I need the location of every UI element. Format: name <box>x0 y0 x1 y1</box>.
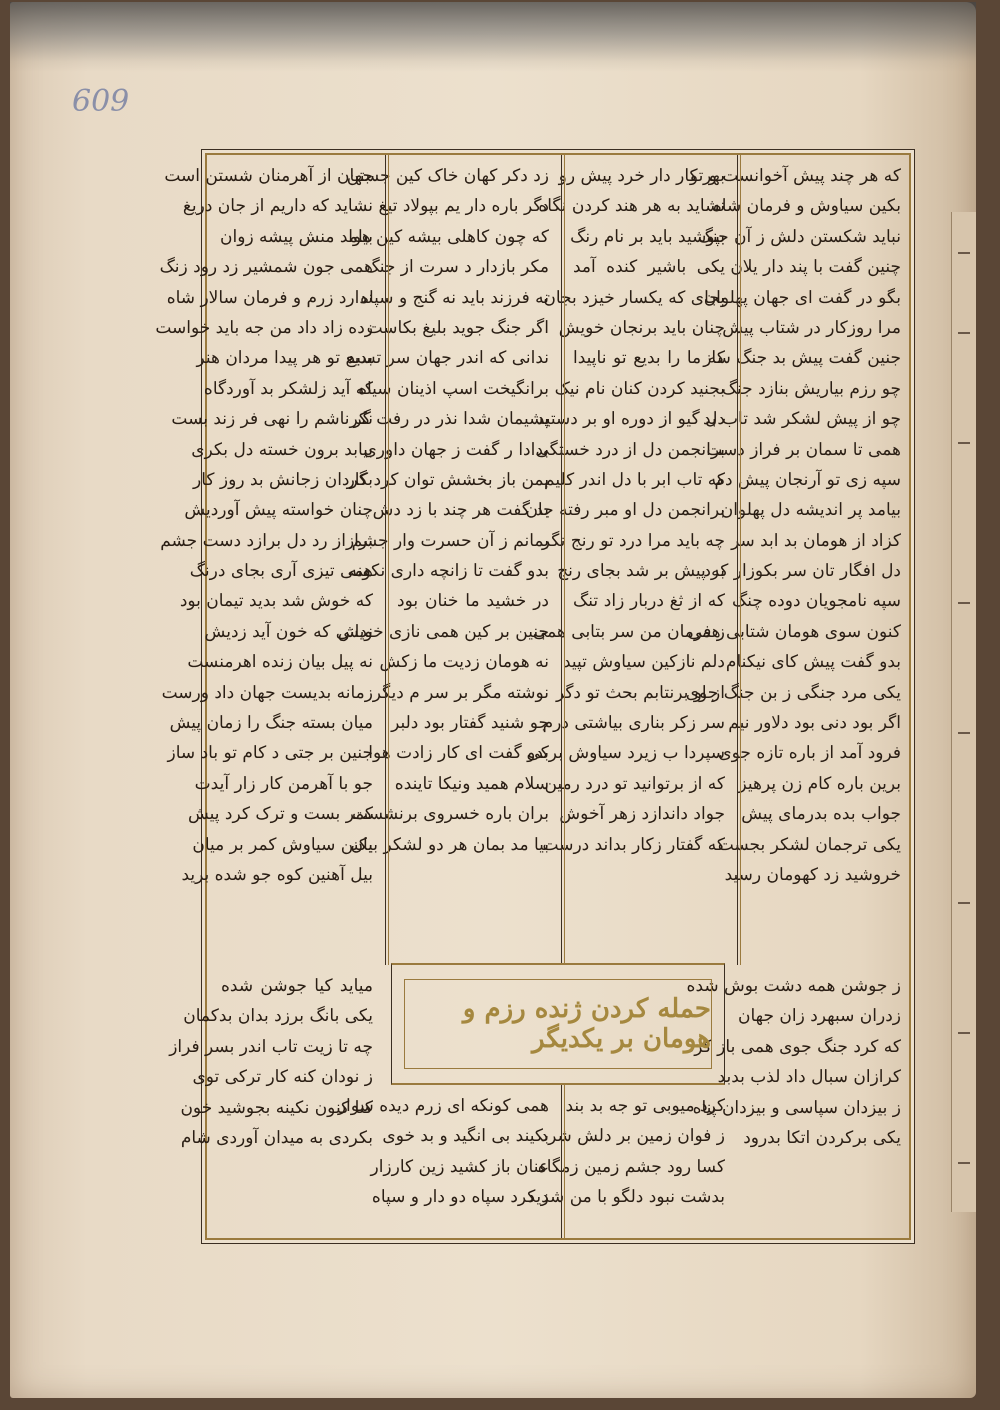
verse-line: همی جون شمشیر زد رود زنگ <box>159 257 373 278</box>
column-4-lower <box>169 965 381 1238</box>
verse-line: جنین گفت پیش بد جنگ ساز <box>703 348 901 369</box>
verse-line: بگردان زجانش بد روز کار <box>193 469 373 490</box>
verse-line: در خشید ما خنان بود <box>397 591 549 612</box>
verse-line: بدادا ر گفت ز جهان داوری <box>363 439 549 460</box>
column-rule <box>385 155 389 965</box>
verse-line: بگو در گفت ای جهان پهلوان <box>703 287 901 308</box>
verse-line: کنون سوی هومان شتابی همی <box>687 621 901 642</box>
verse-line: کرازان سبال داد لذب بدبد <box>717 1067 901 1088</box>
verse-line: چه باید مرا درد تو رنج نگر <box>541 530 725 551</box>
verse-line: بکردی به میدان آوردی شام <box>180 1127 373 1148</box>
verse-line: نه هومان زدیت ما زکش <box>379 652 549 673</box>
column-rule <box>737 155 741 965</box>
verse-line: جنین بر کین همی نازی خویش <box>337 621 549 642</box>
verse-line: مکر بازدار د سرت از جنگ <box>364 257 549 278</box>
verse-line: خروشید زد کهومان رسید <box>724 864 901 885</box>
verse-line: سر زکر بناری بیاشتی درم <box>542 713 725 734</box>
verse-line: بپوشید باید بر نام رنگ <box>570 226 725 247</box>
verse-line: برانگیخت اسپ اذینان سیاه <box>358 378 549 399</box>
verse-line: زدران سبهرد زان جهان <box>738 1006 901 1027</box>
verse-line: بکیند بی انگید و بد خوی <box>382 1126 549 1147</box>
verse-line: چه تا زیت تاب اندر بسر فراز <box>169 1036 373 1057</box>
verse-line: چو رزم بیاریش بنازد جنگ <box>721 378 901 399</box>
verse-line: زده زاد داد من جه باید خواست <box>155 317 373 338</box>
text-frame <box>155 153 911 1240</box>
verse-line: همی کونکه ای زرم دیده سوار <box>337 1096 549 1116</box>
verse-line: بد گفت هر چند با زد دش <box>372 500 549 521</box>
verse-line: یکی بانگ برزد بدان بدکمان <box>183 1006 373 1027</box>
verse-line: چو از پیش لشکر شد تاب بد <box>702 409 901 430</box>
verse-line: یکی ترجمان لشکر بجست <box>717 834 901 855</box>
verse-line: اگر بود دنی بود دلاور نیم <box>728 713 901 734</box>
verse-line: یکی برکردن اتکا بدرود <box>743 1127 901 1148</box>
next-page-edge <box>951 212 976 1212</box>
verse-line: اگر جنگ جوید بلیغ بکاست <box>366 317 549 338</box>
verse-line: بمانم ز آن حسرت وار جشم <box>351 530 549 551</box>
verse-line: جو شنید گفتار بود دلبر <box>391 713 549 734</box>
verse-line: چنان خواسته پیش آوردیش <box>184 500 373 521</box>
verse-line: نوشته مگر بر سر م دیگر <box>372 682 549 703</box>
column-3 <box>337 155 557 963</box>
verse-line: که از ثغ دربار زاد تنگ <box>573 591 725 612</box>
verse-line: بجای که یکسار خیزد بجان <box>543 287 725 308</box>
verse-line: کنا کنون نکینه بجوشید خون <box>180 1097 373 1118</box>
manuscript-page <box>10 2 976 1398</box>
verse-line: همی تیزی آری بجای درنگ <box>189 561 373 582</box>
verse-line: از او برنتابم بحث تو دگر <box>555 682 725 703</box>
verse-line: برانجمن دل او مبر رفته جان <box>525 500 725 521</box>
verse-line: که از برتوانید تو درد رمین <box>544 773 725 794</box>
verse-line: ز فوان زمین بر دلش شرد <box>540 1126 725 1147</box>
verse-line: سلام همید ونیکا تاینده <box>394 773 549 794</box>
verse-line: ز نودان کنه کار ترکی توی <box>192 1067 373 1088</box>
verse-line: بجنید کردن کنان نام نیک <box>554 378 725 399</box>
verse-line: جواب بده بدرمای پیش <box>741 804 901 825</box>
verse-line: دل گیو از دوره او بر دستید <box>536 409 725 430</box>
verse-line: چنین گفت با پند دار یلان <box>730 257 901 278</box>
verse-line: عنان باز کشید زین کارزار <box>370 1156 549 1177</box>
verse-line: ندانی که خون آید زدیش <box>204 621 373 642</box>
verse-line: برین باره کام زن پرهیز <box>738 773 901 794</box>
verse-line: جهان از آهرمنان شستن است <box>164 166 373 186</box>
verse-line: کرد میوبی تو جه بد بند <box>565 1096 725 1116</box>
verse-line: بیابد برون خسته دل بکری <box>191 439 373 460</box>
verse-line: نه فرزند باید نه گنج و سپاه <box>360 287 549 308</box>
verse-line: برانجمن دل از درد خستگی <box>535 439 725 460</box>
verse-line: بیامد منش پیشه زوان <box>220 226 373 247</box>
verse-line: سپه زی تو آرنجان پیش دم <box>714 469 901 490</box>
verse-line: دلم نازکین سیاوش تپید <box>563 652 725 673</box>
verse-line: بران باره خسروی برنشست <box>352 804 549 825</box>
verse-line: جو با آهرمن کار زار آیدت <box>194 773 373 794</box>
verse-line: نشاید به هر هند کردن نگاه <box>538 196 725 217</box>
verse-line: بدو گفت ای کار زادت هوا <box>368 743 549 764</box>
verse-line: جنین بر جتی د کام تو باد ساز <box>167 743 373 764</box>
verse-line: که هر چند پیش آخوانست و تو <box>689 166 901 186</box>
column-rule <box>561 1085 565 1238</box>
verse-line: نه پیل بیان زنده اهرمنست <box>187 652 373 673</box>
verse-line: که تاب ابر با دل اندر کلیم <box>544 469 725 490</box>
verse-line: جواد داندازد زهر آخوش <box>559 804 725 825</box>
verse-line: نباید شکستن دلش ز آن جنگ <box>697 226 901 247</box>
verse-line: برازاز رد دل برازد دست جشم <box>160 530 373 551</box>
verse-line: بهر کار دار خرد پیش رو <box>558 166 725 186</box>
column-3-lower <box>337 1085 557 1238</box>
column-1 <box>685 155 909 963</box>
column-1-lower <box>686 965 909 1238</box>
verse-line: بیل آهنین کوه جو شده برید <box>181 864 373 885</box>
verse-line: بدو گفت تا زانچه داری نکونه <box>348 561 549 582</box>
verse-line: بدو گفت پیش کای نیکنام <box>725 652 901 673</box>
verse-line: ز جوشن همه دشت بوش شده <box>686 976 901 996</box>
verse-line: بیا مد بمان هر دو لشکر بیان <box>350 834 549 855</box>
verse-line: ندارد زرم و فرمان سالار شاه <box>166 287 373 308</box>
verse-line: یکی مرد جنگی ز بن جنگ جوی <box>685 682 901 703</box>
verse-line: که کرد جنگ جوی همی باز کرد <box>686 1036 901 1057</box>
folio-number: 609 <box>72 84 130 119</box>
verse-line: ز کرد سپاه دو دار و سپاه <box>371 1187 549 1208</box>
verse-line: همی تا سمان بر فراز دست <box>706 439 901 460</box>
verse-line: زمانه بدیست جهان داد ورست <box>161 682 373 703</box>
chapter-heading: حمله کردن ژنده رزم و هومان بر یکدیگر <box>462 994 711 1054</box>
verse-line: که گفتار زکار بداند درست <box>542 834 725 855</box>
verse-line: دل افگار تان سر بکوزار کرد <box>703 561 901 582</box>
verse-line: یکی باشیر کنده آمد <box>573 257 725 278</box>
verse-line: مرا روزکار در شتاب پیش <box>722 317 901 338</box>
verse-line: ز بیزدان سپاسی و بیزدان پناه <box>692 1097 901 1118</box>
verse-line: ز فرمان من سر بتابی همی <box>532 621 725 642</box>
verse-line: نشاید که داریم از جان دریغ <box>182 196 373 217</box>
verse-line: کزاد از هومان بد ابد سر <box>731 530 901 551</box>
water-stain <box>10 2 976 72</box>
verse-line: بیامد پر اندیشه دل پهلوان <box>720 500 901 521</box>
column-2-lower <box>527 1085 733 1238</box>
verse-line: ندانی که اندر جهان سر تسبد <box>347 348 549 369</box>
verse-line: پشیمان شدا نذر در رفت گر <box>353 409 549 430</box>
verse-line: چنان باید برنجان خویش <box>558 317 725 338</box>
verse-line: که ما را بدیع تو ناپیدا <box>573 348 725 369</box>
verse-line: میان بسته جنگ را زمان پیش <box>169 713 373 734</box>
verse-line: که خوش شد بدید تیمان بود <box>179 591 373 612</box>
verse-line: زد دکر کهان خاک کین جستن <box>346 166 549 186</box>
verse-line: نکرناشم را نهی فر زند بست <box>171 409 373 430</box>
verse-line: بکین سیاوش کمر بر میان <box>192 834 373 855</box>
verse-line: فرود آمد از باره تازه جوی <box>718 743 901 764</box>
verse-line: کسا رود جشم زمین زمگاه <box>537 1156 725 1177</box>
column-4 <box>155 155 381 963</box>
verse-line: به پیش بر شد بجای رنج <box>557 561 725 582</box>
verse-line: که آید زلشکر بد آوردگاه <box>203 378 373 399</box>
verse-line: بمن باز بخشش توان کرد کار <box>346 469 549 490</box>
column-2 <box>525 155 733 963</box>
verse-line: بدشت نبود دلگو با من شدید <box>527 1187 725 1208</box>
heading-panel <box>391 963 725 1085</box>
verse-line: سپردا ب زیرد سیاوش برکی <box>526 743 725 764</box>
verse-line: بکین سیاوش و فرمان شاه <box>712 196 901 217</box>
heading-frame <box>404 979 712 1069</box>
verse-line: که چون کاهلی بیشه کین هوا <box>348 226 549 247</box>
column-rule <box>561 155 565 965</box>
verse-line: کمر بست و ترک کرد پیش <box>187 804 373 825</box>
verse-line: دگر باره دار یم بپولاد تیغ <box>378 196 549 217</box>
verse-line: سپه نامجویان دوده چنگ <box>732 591 901 612</box>
verse-line: میاید کیا جوشن شده <box>221 976 373 996</box>
verse-line: بدیع تو هر پیدا مردان هنر <box>196 348 373 369</box>
